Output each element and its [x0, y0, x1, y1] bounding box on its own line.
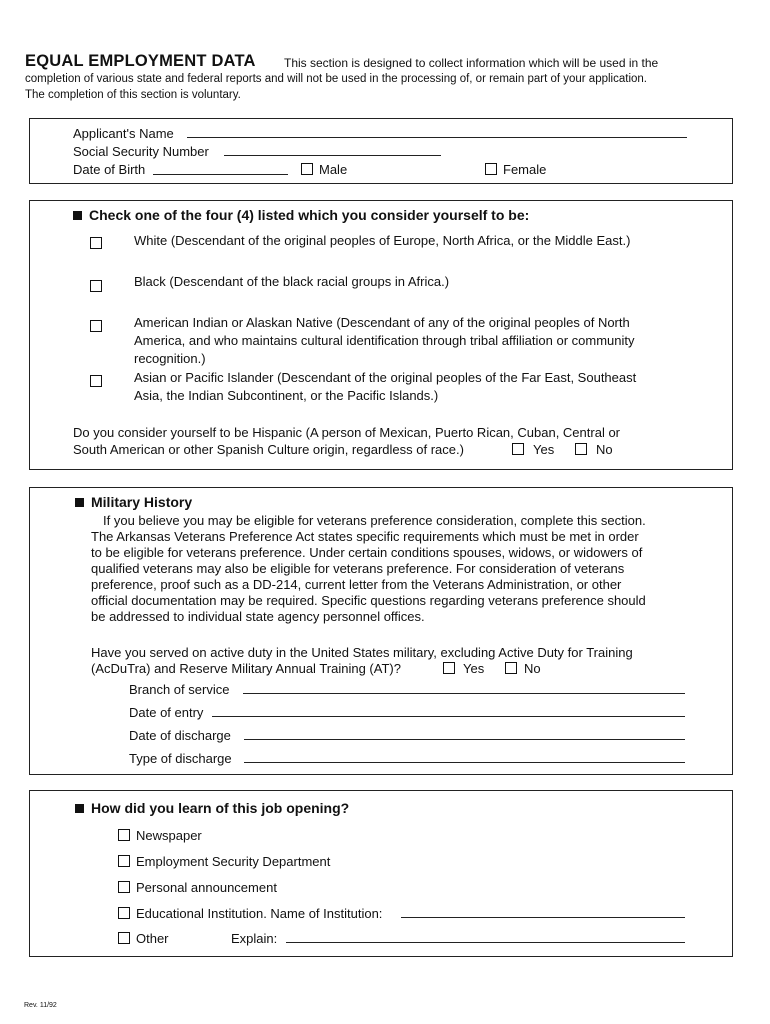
- date-of-entry-label: Date of entry: [129, 705, 204, 720]
- race-heading: Check one of the four (4) listed which you consider yourself to be:: [73, 207, 529, 223]
- applicant-name-line: [187, 137, 687, 138]
- educational-institution-checkbox[interactable]: [118, 907, 130, 919]
- ssn-input[interactable]: [227, 141, 438, 155]
- female-checkbox[interactable]: [485, 163, 497, 175]
- type-of-discharge-line: [244, 762, 685, 763]
- military-para-line-3: to be eligible for veterans preference. Under certain conditions spouses, widows, or widowers of: [91, 545, 643, 560]
- explain-label: Explain:: [231, 931, 278, 946]
- military-para-line-7: be addressed to individual state agency personnel offices.: [91, 609, 425, 624]
- type-of-discharge-input[interactable]: [247, 748, 682, 762]
- explain-line: [286, 942, 685, 943]
- other-checkbox[interactable]: [118, 932, 130, 944]
- male-checkbox[interactable]: [301, 163, 313, 175]
- branch-of-service-input[interactable]: [246, 679, 682, 693]
- bullet-square-icon: [73, 211, 82, 220]
- applicant-name-input[interactable]: [190, 123, 684, 137]
- active-duty-question-line-1: Have you served on active duty in the United States military, excluding Active Duty for Training: [91, 645, 633, 660]
- date-of-discharge-input[interactable]: [247, 725, 682, 739]
- military-para-line-5: preference, proof such as a DD-214, current letter from the Veterans Administration, or other: [91, 577, 622, 592]
- date-of-entry-line: [212, 716, 685, 717]
- revision-note: Rev. 11/92: [24, 1002, 57, 1009]
- hispanic-no-label: No: [596, 442, 613, 457]
- american-indian-line-3: recognition.): [134, 351, 206, 366]
- page-title: EQUAL EMPLOYMENT DATA: [25, 52, 256, 70]
- educational-institution-label: Educational Institution. Name of Institution:: [136, 906, 383, 921]
- bullet-square-icon: [75, 498, 84, 507]
- personal-announcement-checkbox[interactable]: [118, 881, 130, 893]
- hispanic-question-line-2: South American or other Spanish Culture origin, regardless of race.): [73, 442, 464, 457]
- hispanic-yes-checkbox[interactable]: [512, 443, 524, 455]
- newspaper-label: Newspaper: [136, 828, 202, 843]
- personal-announcement-label: Personal announcement: [136, 880, 277, 895]
- date-of-discharge-label: Date of discharge: [129, 728, 231, 743]
- bullet-square-icon: [75, 804, 84, 813]
- active-duty-no-checkbox[interactable]: [505, 662, 517, 674]
- intro-line-2: completion of various state and federal reports and will not be used in the processing of, or remain part of your application.: [25, 73, 647, 85]
- dob-line: [153, 174, 288, 175]
- date-of-entry-input[interactable]: [215, 702, 682, 716]
- explain-input[interactable]: [289, 928, 682, 942]
- active-duty-no-label: No: [524, 661, 541, 676]
- date-of-discharge-line: [244, 739, 685, 740]
- newspaper-checkbox[interactable]: [118, 829, 130, 841]
- military-heading: Military History: [75, 494, 192, 510]
- branch-of-service-label: Branch of service: [129, 682, 230, 697]
- asian-pacific-line-2: Asia, the Indian Subcontinent, or the Pacific Islands.): [134, 388, 439, 403]
- black-checkbox[interactable]: [90, 280, 102, 292]
- active-duty-question-line-2: (AcDuTra) and Reserve Military Annual Training (AT)?: [91, 661, 401, 676]
- male-label: Male: [319, 162, 348, 177]
- ssn-line: [224, 155, 441, 156]
- applicant-name-label: Applicant's Name: [73, 126, 174, 141]
- employment-security-checkbox[interactable]: [118, 855, 130, 867]
- intro-line-1: This section is designed to collect information which will be used in the: [284, 56, 659, 70]
- branch-of-service-line: [243, 693, 685, 694]
- dob-label: Date of Birth: [73, 162, 146, 177]
- female-label: Female: [503, 162, 547, 177]
- hispanic-question-line-1: Do you consider yourself to be Hispanic (A person of Mexican, Puerto Rican, Cuban, Central or: [73, 425, 620, 440]
- job-source-heading: How did you learn of this job opening?: [75, 800, 349, 816]
- military-para-line-2: The Arkansas Veterans Preference Act states specific requirements which must be met in order: [91, 529, 639, 544]
- hispanic-yes-label: Yes: [533, 442, 555, 457]
- dob-input[interactable]: [156, 160, 285, 174]
- active-duty-yes-label: Yes: [463, 661, 485, 676]
- black-option-label: Black (Descendant of the black racial groups in Africa.): [134, 274, 450, 289]
- military-para-line-1: If you believe you may be eligible for veterans preference consideration, complete this section.: [103, 513, 646, 528]
- intro-line-3: The completion of this section is voluntary.: [25, 89, 241, 101]
- asian-pacific-line-1: Asian or Pacific Islander (Descendant of the original peoples of the Far East, Southeast: [134, 370, 637, 385]
- institution-name-input[interactable]: [404, 903, 682, 917]
- active-duty-yes-checkbox[interactable]: [443, 662, 455, 674]
- ssn-label: Social Security Number: [73, 144, 209, 159]
- american-indian-line-2: America, and who maintains cultural identification through tribal affiliation or community: [134, 333, 635, 348]
- institution-name-line: [401, 917, 685, 918]
- military-para-line-6: official documentation may be required. Specific questions regarding veterans preference should: [91, 593, 646, 608]
- hispanic-no-checkbox[interactable]: [575, 443, 587, 455]
- white-option-label: White (Descendant of the original peoples of Europe, North Africa, or the Middle East.): [134, 233, 631, 248]
- white-checkbox[interactable]: [90, 237, 102, 249]
- employment-security-label: Employment Security Department: [136, 854, 331, 869]
- asian-pacific-checkbox[interactable]: [90, 375, 102, 387]
- type-of-discharge-label: Type of discharge: [129, 751, 232, 766]
- american-indian-line-1: American Indian or Alaskan Native (Descendant of any of the original peoples of North: [134, 315, 630, 330]
- military-para-line-4: qualified veterans may also be eligible for veterans preference. For consideration of veterans: [91, 561, 625, 576]
- other-label: Other: [136, 931, 169, 946]
- american-indian-checkbox[interactable]: [90, 320, 102, 332]
